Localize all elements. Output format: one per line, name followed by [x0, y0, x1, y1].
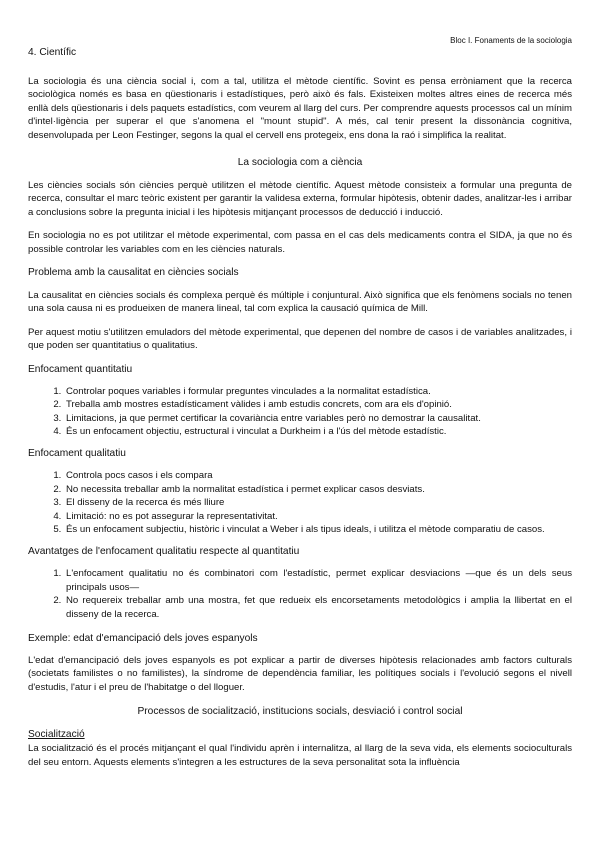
list-avantatges — [28, 567, 572, 621]
document-body — [28, 46, 572, 769]
section-title-quantitatiu: Enfocament quantitatiu — [28, 363, 133, 375]
section-title-avantatges: Avantatges de l'enfocament qualitatiu respecte al quantitatiu — [28, 546, 300, 558]
list-item: 4. És un enfocament objectiu, estructural i vinculat a Durkheim i a l'ús del mètode estadístic. — [64, 425, 572, 438]
list-qualitatiu — [28, 469, 572, 536]
list-item: 2. Treballa amb mostres estadísticament vàlides i amb estudis concrets, com ara els d'opinió. — [64, 398, 572, 411]
section-title-exemple: Exemple: edat d'emancipació dels joves espanyols — [28, 632, 258, 644]
section-title-cientific: 4. Científic — [28, 47, 77, 58]
running-header: Bloc I. Fonaments de la sociologia — [450, 36, 572, 45]
section-title-processos: Processos de socialització, institucions socials, desviació i control social — [137, 706, 463, 718]
list-item: 2. No requereix treballar amb una mostra, fet que redueix els encorsetaments metodològics i amplia la llibertat en el disseny de la recerca. — [64, 594, 572, 621]
section-title-qualitatiu: Enfocament qualitatiu — [28, 448, 126, 460]
list-item: 4. Limitació: no es pot assegurar la representativitat. — [64, 510, 572, 523]
list-quantitatiu — [28, 385, 572, 439]
paragraph-socialitzacio: La socialització és el procés mitjançant el qual l'individu aprèn i internalitza, al llarg de la seva vida, els elements socioculturals del seu entorn. Aquests elements s'integren a les estructures de la seva personalitat sota la influència — [28, 743, 572, 768]
paragraph-ciencia-2: En sociologia no es pot utilitzar el mètode experimental, com passa en el cas dels medicaments contra el SIDA, ja que no és possible controlar les variables com en les ciències naturals. — [28, 230, 572, 255]
paragraph-causalitat-1: La causalitat en ciències socials és complexa perquè és múltiple i conjuntural. Això significa que els fenòmens socials no tenen una sola causa ni es produeixen de manera lineal, tal com explica la causació química de Mill. — [28, 290, 572, 315]
paragraph-causalitat-2: Per aquest motiu s'utilitzen emuladors del mètode experimental, que depenen del nombre de casos i de variables analitzades, i que poden ser quantitatius o qualitatius. — [28, 326, 572, 352]
paragraph-cientific: La sociologia és una ciència social i, com a tal, utilitza el mètode científic. Sovint es pensa erròniament que la recerca sociològica només es basa en qüestionaris i estadístiques, però això és fals. Existeixen moltes altres eines de recerca més enllà dels qüestionaris i dels paquets estadístics, com veurem al llarg del curs. Per comprendre aquests processos cal un mínim d'intel·ligència per superar el que s'anomena el "mount stupid". A més, cal tenir present la dissonància cognitiva, desenvolupada per Leon Festinger, segons la qual el cervell ens protegeix, ens dona la raó i simplifica la realitat. — [28, 76, 572, 141]
section-title-socialitzacio: Socialització — [28, 729, 85, 741]
list-item: 3. Limitacions, ja que permet certificar la covariància entre variables però no demostrar la causalitat. — [64, 412, 572, 425]
list-item: 1. L'enfocament qualitatiu no és combinatori com l'estadístic, permet explicar desviacions —que és un dels seus principals usos— — [64, 567, 572, 594]
list-item: 1. Controlar poques variables i formular preguntes vinculades a la normalitat estadística. — [64, 385, 572, 398]
section-title-causalitat: Problema amb la causalitat en ciències socials — [28, 267, 239, 279]
list-item: 1. Controla pocs casos i els compara — [64, 469, 572, 482]
list-item: 5. És un enfocament subjectiu, històric i vinculat a Weber i als tipus ideals, i utilitza el mètode comparatiu de casos. — [64, 523, 572, 536]
paragraph-ciencia-1: Les ciències socials són ciències perquè utilitzen el mètode científic. Aquest mètode consisteix a formular una pregunta de recerca, consultar el marc teòric existent per garantir la validesa externa, formular hipòtesis, obtenir dades, analitzar-les i arribar a conclusions sobre la pregunta inicial i les hipòtesis mitjançant processos de deducció i inducció. — [28, 180, 572, 218]
list-item: 2. No necessita treballar amb la normalitat estadística i permet explicar casos desviats. — [64, 483, 572, 496]
paragraph-exemple: L'edat d'emancipació dels joves espanyols es pot explicar a partir de diverses hipòtesis relacionades amb factors culturals (societats familistes o no familistes), la síndrome de dependència familiar, les polítiques socials i l'evolució segons el nivell d'estudis, l'atur i el preu de l'habitatge o del lloguer. — [28, 654, 572, 693]
list-item: 3. El disseny de la recerca és més lliure — [64, 496, 572, 509]
section-title-sociologia-ciencia: La sociologia com a ciència — [237, 157, 363, 169]
